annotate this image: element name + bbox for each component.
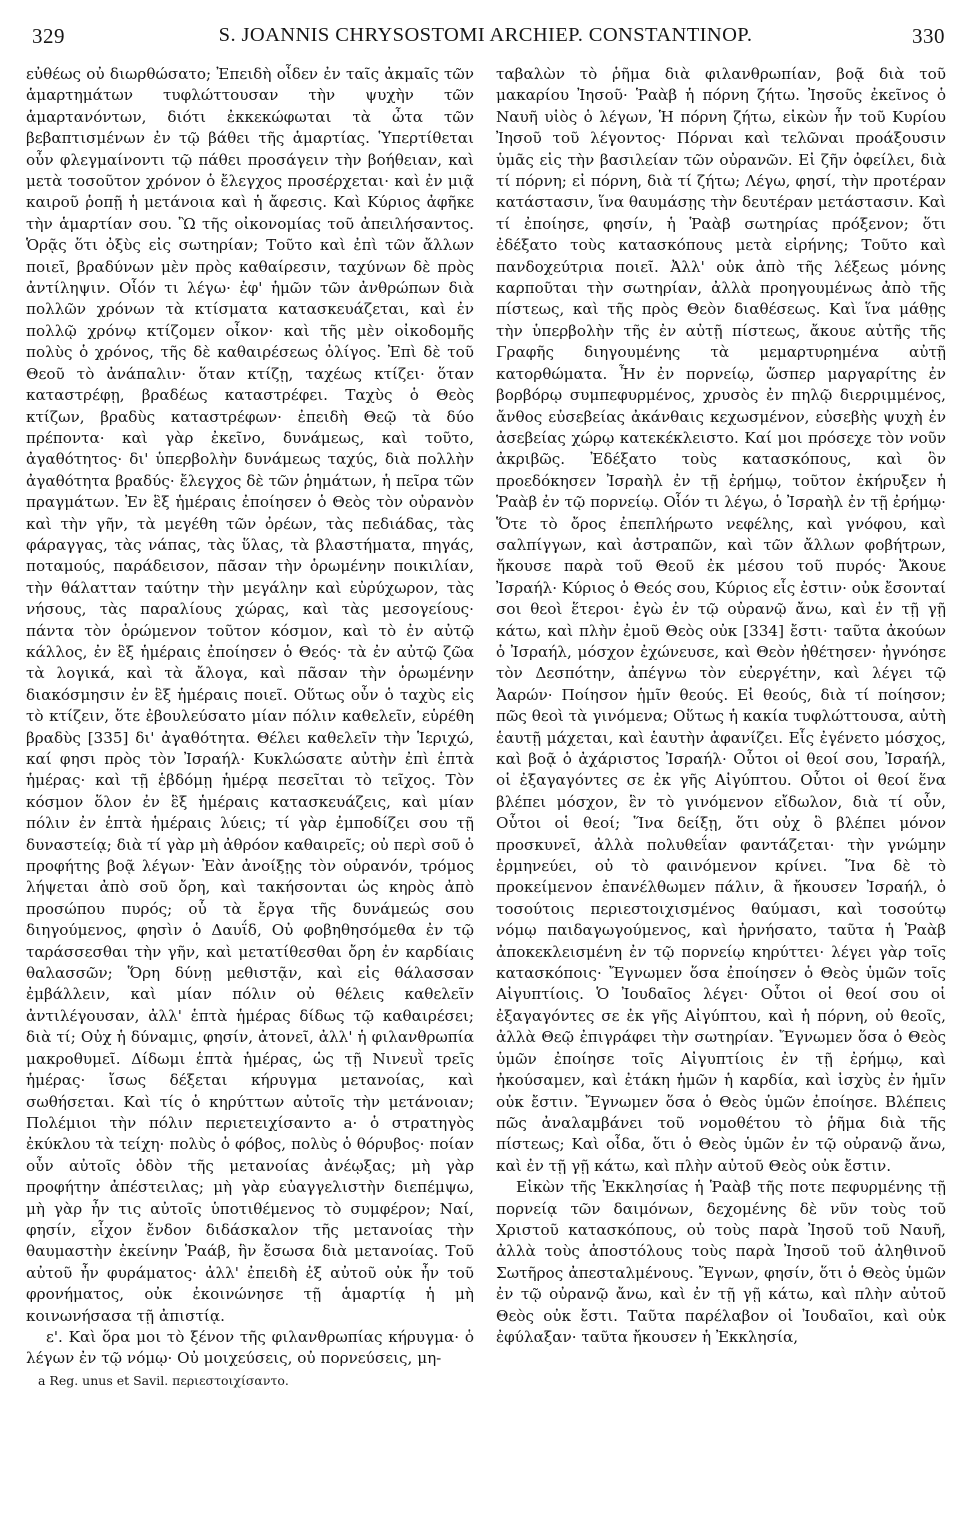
left-column [26,64,474,1524]
section-paragraph: ε'. Καὶ ὅρα μοι τὸ ξένον τῆς φιλανθρωπίας κήρυγμα· ὁ λέγων ἐν τῷ νόμῳ· Οὐ μοιχεύσεις, οὐ πορνεύσεις, μη- [26,1327,474,1368]
right-column [496,64,946,1524]
page-number-left: 329 [32,24,65,48]
page-number-right: 330 [912,24,945,48]
running-header [22,24,949,50]
right-paragraph-2: Εἰκὼν τῆς Ἐκκλησίας ἡ Ῥαὰβ τῆς ποτε πεφυρμένης τῇ πορνείᾳ τῶν δαιμόνων, δεχομένης δὲ νῦν τοὺς τοῦ Χριστοῦ κατασκόπους, οὐ τοὺς παρὰ Ἰησοῦ τοῦ Ναυῆ, ἀλλὰ τοὺς ἀποστόλους τοὺς παρὰ Ἰησοῦ τοῦ ἀληθινοῦ Σωτῆρος ἀπεσταλμένους. Ἔγνων, φησίν, ὅτι ὁ Θεὸς ὑμῶν ἐν τῷ οὐρανῷ ἄνω, καὶ ἐν τῇ γῇ κάτω, καὶ πλὴν αὐτοῦ Θεὸς οὐκ ἔστι. Ταῦτα παρέλαβον οἱ Ἰουδαῖοι, καὶ οὐκ ἐφύλαξαν· ταῦτα ἤκουσεν ἡ Ἐκκλησία, [496,1178,946,1346]
left-paragraph: εὐθέως οὐ διωρθώσατο; Ἐπειδὴ οἶδεν ἐν ταῖς ἀκμαῖς τῶν ἁμαρτημάτων τυφλώττουσαν τὴν ψυχὴν τῶν ἁμαρτανόντων, διότι ἐκκεκώφωται τὰ ὦτα τῶν βεβαπτισμένων ἐν τῷ βάθει τῆς ἁμαρτίας. Ὑπερτίθεται οὖν φλεγμαίνοντι τῷ πάθει προσάγειν τὴν βοήθειαν, καὶ μετὰ τοσοῦτον χρόνον ὁ ἔλεγχος προσέρχεται· καὶ ἐν μιᾷ καιροῦ ῥοπῇ ἡ μετάνοια καὶ ἡ ἄφεσις. Καὶ Κύριος ἀφῆκε τὴν ἁμαρτίαν σου. Ὢ τῆς οἰκονομίας τοῦ ἀπειλήσαντος. Ὁρᾷς ὅτι ὀξὺς εἰς σωτηρίαν; Τοῦτο καὶ ἐπὶ τῶν ἄλλων ποιεῖ, βραδύνων μὲν πρὸς καθαίρεσιν, ταχύνων δὲ πρὸς ἀντίληψιν. Οἷόν τι λέγω· ἐφ' ἡμῶν τῶν ἀνθρώπων διὰ πολλῶν χρόνων τὰ κτίσματα κατασκευάζεται, καὶ ἐν πολλῷ χρόνῳ κτίζομεν οἶκον· καὶ τῆς μὲν οἰκοδομῆς πολὺς ὁ χρόνος, τῆς δὲ καθαιρέσεως ὀλίγος. Ἐπὶ δὲ τοῦ Θεοῦ τὸ ἀνάπαλιν· ὅταν κτίζῃ, ταχέως κτίζει· ὅταν καταστρέφῃ, βραδέως καταστρέφει. Ταχὺς ὁ Θεὸς κτίζων, βραδὺς καταστρέφων· ἐπειδὴ Θεῷ τὰ δύο πρέποντα· καὶ γὰρ ἐκεῖνο, δυνάμεως, καὶ τοῦτο, ἀγαθότητος· δι' ὑπερβολὴν δυνάμεως ταχύς, διὰ πολλὴν ἀγαθότητα βραδύς· ἔλεγχος δὲ τῶν ῥημάτων, ἡ πεῖρα τῶν πραγμάτων. Ἐν ἓξ ἡμέραις ἐποίησεν ὁ Θεὸς τὸν οὐρανὸν καὶ τὴν γῆν, τὰ μεγέθη τῶν ὀρέων, τὰς πεδιάδας, τὰς φάραγγας, τὰς νάπας, τὰς ὕλας, τὰ βλαστήματα, πηγάς, ποταμούς, παράδεισον, πᾶσαν τὴν ὁρωμένην ποικιλίαν, τὴν θάλατταν ταύτην τὴν μεγάλην καὶ εὐρύχωρον, τὰς νήσους, τὰς παραλίους χώρας, καὶ τὰς μεσογείους· πάντα τὸν ὁρώμενον τοῦτον κόσμον, καὶ τὸ ἐν αὐτῷ κάλλος, ἐν ἓξ ἡμέραις ἐποίησεν ὁ Θεός· τὰ ἐν αὐτῷ ζῶα τὰ λογικά, καὶ τὰ ἄλογα, καὶ πᾶσαν τὴν ὁρωμένην διακόσμησιν ἐν ἓξ ἡμέραις ποιεῖ. Οὕτως οὖν ὁ ταχὺς εἰς τὸ κτίζειν, ὅτε ἐβουλεύσατο μίαν πόλιν καθελεῖν, εὑρέθη βραδὺς [335] δι' ἀγαθότητα. Θέλει καθελεῖν τὴν Ἱεριχώ, καί φησι πρὸς τὸν Ἰσραήλ· Κυκλώσατε αὐτὴν ἐπὶ ἑπτὰ ἡμέρας· καὶ τῇ ἑβδόμῃ ἡμέρᾳ πεσεῖται τὸ τεῖχος. Τὸν κόσμον ὅλον ἐν ἓξ ἡμέραις κατασκευάζεις, καὶ μίαν πόλιν ἐν ἑπτὰ ἡμέραις λύεις; τί γὰρ ἐμποδίζει σου τῇ δυναστείᾳ; διὰ τί γὰρ μὴ ἀθρόον καθαιρεῖς; οὐ περὶ σοῦ ὁ προφήτης βοᾷ λέγων· Ἐὰν ἀνοίξῃς τὸν οὐρανόν, τρόμος λήψεται ἀπὸ σοῦ ὄρη, καὶ τακήσονται ὡς κηρὸς ἀπὸ προσώπου πυρός; οὗ τὰ ἔργα τῆς δυνάμεώς σου διηγούμενος, φησὶν ὁ Δαυΐδ, Οὐ φοβηθησόμεθα ἐν τῷ ταράσσεσθαι τὴν γῆν, καὶ μετατίθεσθαι ὄρη ἐν καρδίαις θαλασσῶν; Ὅρη δύνῃ μεθιστᾷν, καὶ εἰς θάλασσαν ἐμβάλλειν, καὶ μίαν πόλιν οὐ θέλεις καθελεῖν ἀντιλέγουσαν, ἀλλ' ἑπτὰ ἡμέρας δίδως τῷ καθαιρέσει; διὰ τί; Οὐχ ἡ δύναμις, φησίν, ἀτονεῖ, ἀλλ' ἡ φιλανθρωπία μακροθυμεῖ. Δίδωμι ἑπτὰ ἡμέρας, ὡς τῇ Νινευῒ τρεῖς ἡμέρας· ἴσως δέξεται κήρυγμα μετανοίας, καὶ σωθήσεται. Καὶ τίς ὁ κηρύττων αὐτοῖς τὴν μετάνοιαν; Πολέμιοι τὴν πόλιν περιετειχίσαντο a· ὁ στρατηγὸς ἐκύκλου τὰ τείχη· πολὺς ὁ φόβος, πολὺς ὁ θόρυβος· ποίαν οὖν αὐτοῖς ὁδὸν τῆς μετανοίας ἀνέῳξας; μὴ γὰρ προφήτην ἀπέστειλας; μὴ γὰρ εὐαγγελιστὴν διεπέμψω, μὴ γὰρ ἦν τις αὐτοῖς ὑποτιθέμενος τὸ συμφέρον; Ναί, φησίν, εἶχον ἔνδον διδάσκαλον τῆς μετανοίας τὴν θαυμαστὴν ἐκείνην Ῥαάβ, ἣν ἔσωσα διὰ μετανοίας. Τοῦ αὐτοῦ ἦν φυράματος· ἀλλ' ἐπειδὴ ἐξ αὐτοῦ οὐκ ἦν τοῦ φρονήματος, οὐκ ἐκοινώνησε τῇ ἁμαρτίᾳ ἡ μὴ κοινωνήσασα τῇ ἀπιστίᾳ. [26,65,474,1325]
running-title: S. JOANNIS CHRYSOSTOMI ARCHIEP. CONSTANTINOP. [218,24,753,46]
right-paragraph-1: ταβαλὼν τὸ ῥῆμα διὰ φιλανθρωπίαν, βοᾷ διὰ τοῦ μακαρίου Ἰησοῦ· Ῥαὰβ ἡ πόρνη ζήτω. Ἰησοῦς ἐκεῖνος ὁ Ναυῆ υἱὸς ὁ λέγων, Ἡ πόρνη ζήτω, εἰκὼν ἦν τοῦ Κυρίου Ἰησοῦ τοῦ λέγοντος· Πόρναι καὶ τελῶναι προάξουσιν ὑμᾶς εἰς τὴν βασιλείαν τῶν οὐρανῶν. Εἰ ζῆν ὀφείλει, διὰ τί πόρνη; εἰ πόρνη, διὰ τί ζήτω; Λέγω, φησί, τὴν προτέραν κατάστασιν, ἵνα θαυμάσῃς τὴν δευτέραν μετάστασιν. Καὶ τί ἐποίησε, φησίν, ἡ Ῥαὰβ σωτηρίας πρόξενον; ὅτι ἐδέξατο τοὺς κατασκόπους μετὰ εἰρήνης; Τοῦτο καὶ πανδοχεύτρια ποιεῖ. Ἀλλ' οὐκ ἀπὸ τῆς λέξεως μόνης καρποῦται τὴν σωτηρίαν, ἀλλὰ προηγουμένως ἀπὸ τῆς πίστεως, καὶ τῆς πρὸς Θεὸν διαθέσεως. Καὶ ἵνα μάθῃς τὴν ὑπερβολὴν τῆς ἐν αὐτῇ πίστεως, ἄκουε αὐτῆς τῆς Γραφῆς διηγουμένης τὰ μεμαρτυρημένα αὐτῇ κατορθώματα. Ἦν ἐν πορνείῳ, ὥσπερ μαργαρίτης ἐν βορβόρῳ συμπεφυρμένος, χρυσὸς ἐν πηλῷ διερριμμένος, ἄνθος εὐσεβείας ἀκάνθαις κεχωσμένον, εὐσεβὴς ψυχὴ ἐν ἀσεβείας χώρῳ κατεκέκλειστο. Καί μοι πρόσεχε τὸν νοῦν ἀκριβῶς. Ἐδέξατο τοὺς κατασκόπους, καὶ ὃν προεδόκησεν Ἰσραὴλ ἐν τῇ ἐρήμῳ, τοῦτον ἐκήρυξεν ἡ Ῥαὰβ ἐν τῷ πορνείῳ. Οἷόν τι λέγω, ὁ Ἰσραὴλ ἐν τῇ ἐρήμῳ· Ὅτε τὸ ὄρος ἐπεπλήρωτο νεφέλης, καὶ γνόφου, καὶ σαλπίγγων, καὶ ἀστραπῶν, καὶ τῶν ἄλλων φοβήτρων, ἤκουσε παρὰ τοῦ Θεοῦ ἐκ μέσου τοῦ πυρός· Ἄκουε Ἰσραήλ· Κύριος ὁ Θεός σου, Κύριος εἷς ἐστιν· οὐκ ἔσονταί σοι θεοὶ ἕτεροι· ἐγὼ ἐν τῷ οὐρανῷ ἄνω, καὶ ἐν τῇ γῇ κάτω, καὶ πλὴν ἐμοῦ Θεὸς οὐκ [334] ἔστι· ταῦτα ἀκούων ὁ Ἰσραήλ, μόσχον ἐχώνευσε, καὶ Θεὸν ἠθέτησεν· ἠγνόησε τὸν Δεσπότην, ἀπέγνω τὸν εὐεργέτην, καὶ λέγει τῷ Ἀαρών· Ποίησον ἡμῖν θεούς. Εἰ θεούς, διὰ τί ποίησον; πῶς θεοὶ τὰ γινόμενα; Οὕτως ἡ κακία τυφλώττουσα, αὐτὴ ἑαυτῇ μάχεται, καὶ ἑαυτὴν ἀφανίζει. Εἷς ἐγένετο μόσχος, καὶ βοᾷ ὁ ἀχάριστος Ἰσραήλ· Οὗτοι οἱ θεοί σου, Ἰσραήλ, οἱ ἐξαγαγόντες σε ἐκ γῆς Αἰγύπτου. Οὗτοι οἱ θεοί ἕνα βλέπει μόσχον, ἓν τὸ γινόμενον εἴδωλον, διὰ τί οὖν, Οὗτοι οἱ θεοί; Ἵνα δείξῃ, ὅτι οὐχ ὃ βλέπει μόνον προσκυνεῖ, ἀλλὰ πολυθεΐαν φαντάζεται· τὴν γνώμην ἑρμηνεύει, οὐ τὸ φαινόμενον κρίνει. Ἵνα δὲ τὸ προκείμενον ἐπανέλθωμεν πάλιν, ἃ ἤκουσεν Ἰσραήλ, ὁ τοσούτοις περιεστοιχισμένος θαύμασι, καὶ τοσούτῳ νόμῳ παιδαγωγούμενος, καὶ ἠρνήσατο, ταῦτα ἡ Ῥαὰβ ἀποκεκλεισμένη ἐν τῷ πορνείῳ κηρύττει· λέγει γὰρ τοῖς κατασκόποις· Ἔγνωμεν ὅσα ἐποίησεν ὁ Θεὸς ὑμῶν τοῖς Αἰγυπτίοις. Ὁ Ἰουδαῖος λέγει· Οὗτοι οἱ θεοί σου οἱ ἐξαγαγόντες σε ἐκ γῆς Αἰγύπτου, καὶ ἡ πόρνη, οὐ θεοῖς, ἀλλὰ Θεῷ ἐπιγράφει τὴν σωτηρίαν. Ἔγνωμεν ὅσα ὁ Θεὸς ὑμῶν ἐποίησε τοῖς Αἰγυπτίοις ἐν τῇ ἐρήμῳ, καὶ ἠκούσαμεν, καὶ ἐτάκη ἡμῶν ἡ καρδία, καὶ ἰσχὺς ἐν ἡμῖν οὐκ ἔστιν. Ἔγνωμεν ὅσα ὁ Θεὸς ὑμῶν ἐποίησε. Βλέπεις πῶς ἀναλαμβάνει τοῦ νομοθέτου τὸ ῥῆμα διὰ τῆς πίστεως; Καὶ οἶδα, ὅτι ὁ Θεὸς ὑμῶν ἐν τῷ οὐρανῷ ἄνω, καὶ ἐν τῇ γῇ κάτω, καὶ πλὴν αὐτοῦ Θεὸς οὐκ ἔστιν. [496,65,946,1175]
footnote: a Reg. unus et Savil. περιεστοιχίσαντο. [38,1372,289,1388]
